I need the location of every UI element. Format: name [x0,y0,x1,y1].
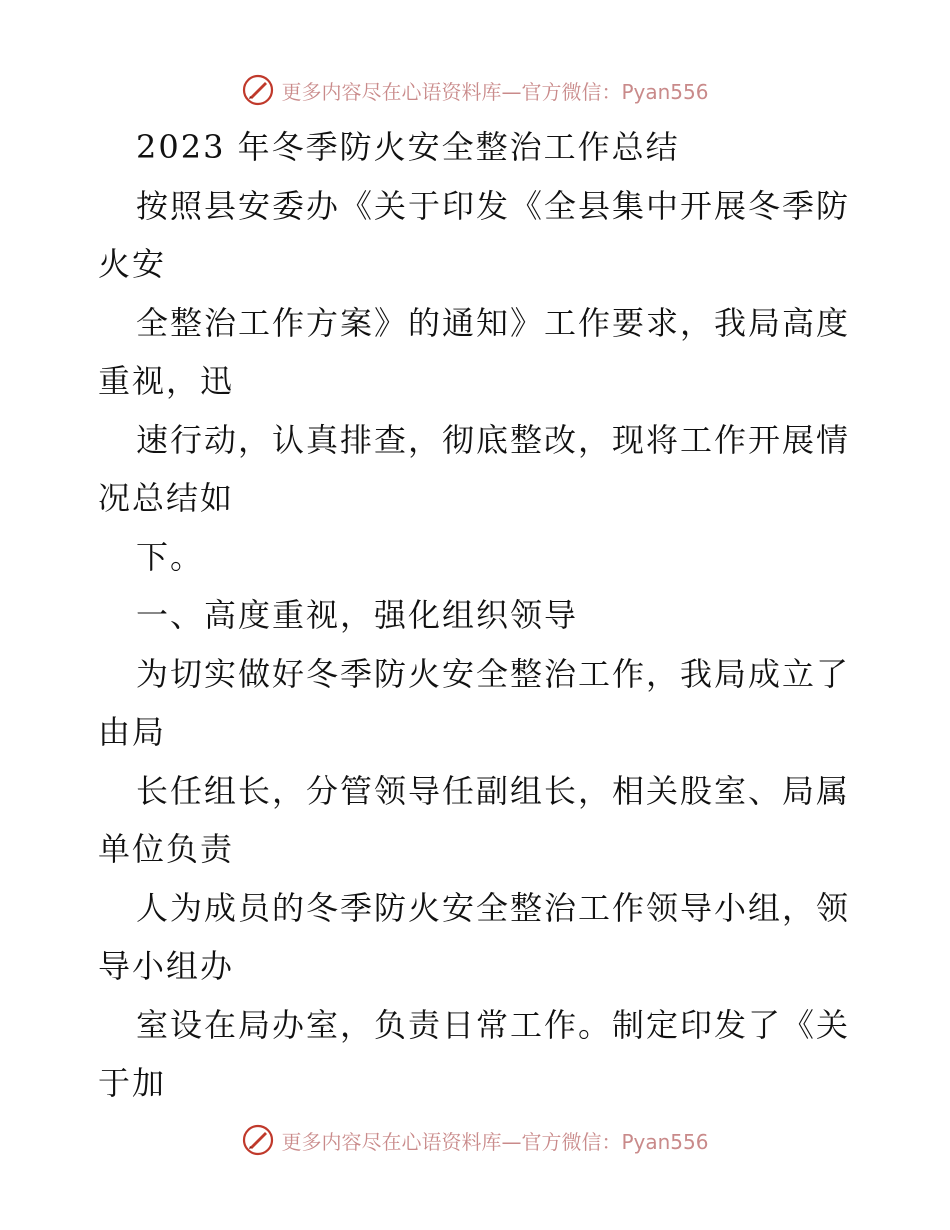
text-line: 导小组办 [98,947,235,985]
text-line: 由局 [98,713,167,751]
text-line: 长任组长，分管领导任副组长，相关股室、局属 [136,771,851,810]
text-line: 况总结如 [98,479,235,517]
watermark-group [241,1123,708,1157]
quill-pen-seal-icon [241,1123,275,1157]
text-line: 全整治工作方案》的通知》工作要求，我局高度 [136,303,851,342]
text-line: 为切实做好冬季防火安全整治工作，我局成立了 [136,654,851,693]
watermark-banner-bottom [0,1120,950,1160]
watermark-text: 更多内容尽在心语资料库—官方微信：Pyan556 [281,79,709,104]
text-line: 重视，迅 [98,362,235,400]
document-body [98,118,858,1113]
text-line: 室设在局办室，负责日常工作。制定印发了《关 [136,1005,851,1044]
text-line: 人为成员的冬季防火安全整治工作领导小组，领 [136,888,851,927]
quill-pen-seal-icon [241,73,275,107]
text-line: 下。 [136,537,205,576]
watermark-banner-top [0,70,950,110]
text-line: 一、高度重视，强化组织领导 [136,596,579,634]
watermark-group [241,73,708,107]
text-line: 按照县安委办《关于印发《全县集中开展冬季防 [136,186,851,225]
text-line: 速行动，认真排查，彻底整改，现将工作开展情 [136,420,851,459]
watermark-text: 更多内容尽在心语资料库—官方微信：Pyan556 [281,1129,709,1154]
text-line: 单位负责 [98,830,235,868]
text-line: 2023 年冬季防火安全整治工作总结 [136,128,680,166]
text-line: 火安 [98,245,167,283]
text-line: 于加 [98,1064,167,1102]
